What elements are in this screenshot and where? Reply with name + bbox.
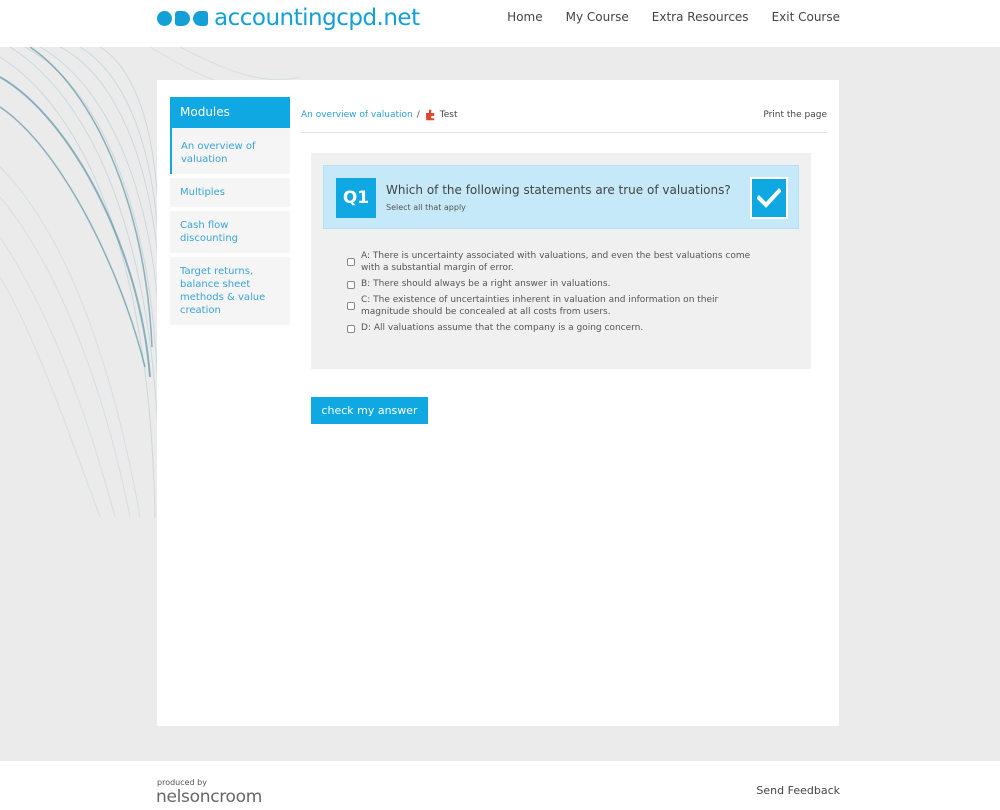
- option-d-checkbox[interactable]: [347, 325, 355, 333]
- nelsoncroom-logo[interactable]: nelsoncroom: [156, 787, 263, 807]
- option-a-label: A: There is uncertainty associated with valuations, and even the best valuations come with a substantial margin of error.: [361, 251, 751, 273]
- option-a[interactable]: [347, 250, 767, 274]
- logo-mark: [157, 11, 208, 26]
- main-card: [157, 80, 839, 726]
- sidebar-item-label: Target returns, balance sheet methods & value creation: [180, 266, 266, 316]
- print-page-link[interactable]: Print the page: [763, 109, 827, 120]
- puzzle-icon: [424, 109, 436, 121]
- question-number: Q1: [336, 178, 376, 218]
- answer-options: [347, 250, 767, 338]
- option-c-label: C: The existence of uncertainties inherent in valuation and information on their magnitude should be concealed at all costs from users.: [361, 295, 719, 317]
- site-footer: [0, 761, 1000, 810]
- option-b-label: B: There should always be a right answer in valuations.: [361, 279, 611, 289]
- produced-by-label: produced by: [157, 778, 207, 787]
- nav-home[interactable]: Home: [507, 10, 543, 24]
- option-a-checkbox[interactable]: [347, 258, 355, 266]
- check-answer-button[interactable]: check my answer: [311, 397, 428, 424]
- breadcrumb-link[interactable]: An overview of valuation: [301, 109, 413, 120]
- sidebar-item-label: Multiples: [180, 187, 225, 198]
- question-text: Which of the following statements are true of valuations?: [386, 183, 731, 197]
- question-header: [323, 165, 799, 229]
- option-b[interactable]: [347, 278, 767, 290]
- modules-title: Modules: [170, 97, 290, 128]
- nav-extra-resources[interactable]: Extra Resources: [651, 10, 749, 24]
- option-d[interactable]: [347, 322, 767, 334]
- logo-text: accountingcpd.net: [214, 5, 420, 31]
- site-logo[interactable]: [157, 4, 420, 32]
- sidebar-item-label: An overview of valuation: [181, 141, 256, 165]
- send-feedback-link[interactable]: Send Feedback: [756, 784, 840, 797]
- breadcrumb-current: Test: [439, 109, 458, 120]
- sidebar-item-target-returns[interactable]: [170, 257, 290, 325]
- modules-sidebar: [170, 97, 290, 325]
- quiz-content: [301, 97, 827, 369]
- nav-exit-course[interactable]: Exit Course: [771, 10, 840, 24]
- main-nav: [507, 10, 840, 24]
- question-instruction: Select all that apply: [386, 203, 466, 212]
- breadcrumb: [301, 97, 827, 133]
- sidebar-item-cash-flow[interactable]: [170, 211, 290, 253]
- question-panel: [311, 153, 811, 369]
- checkmark-icon: [750, 177, 788, 219]
- option-d-label: D: All valuations assume that the company is a going concern.: [361, 323, 644, 333]
- sidebar-item-multiples[interactable]: [170, 178, 290, 207]
- option-c[interactable]: [347, 294, 767, 318]
- breadcrumb-separator: /: [416, 109, 420, 120]
- sidebar-item-overview[interactable]: [170, 128, 290, 174]
- option-c-checkbox[interactable]: [347, 302, 355, 310]
- sidebar-item-label: Cash flow discounting: [180, 220, 239, 244]
- nav-my-course[interactable]: My Course: [565, 10, 629, 24]
- option-b-checkbox[interactable]: [347, 281, 355, 289]
- site-header: [0, 0, 1000, 47]
